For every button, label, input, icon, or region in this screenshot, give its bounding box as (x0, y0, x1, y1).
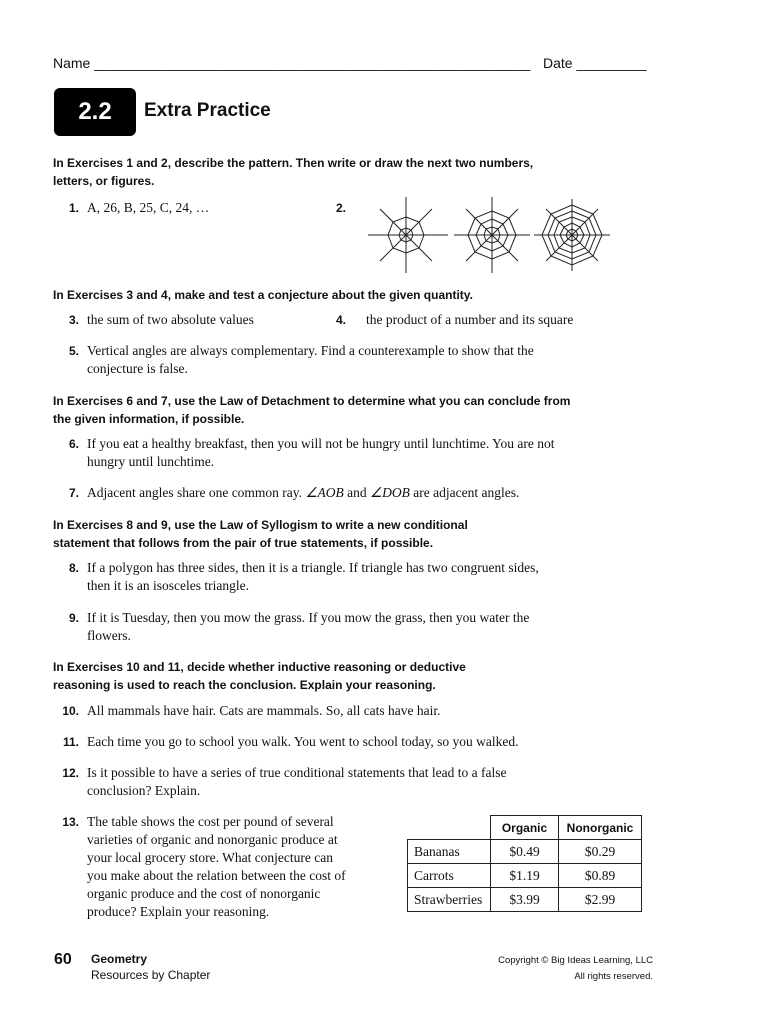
instructions-10-11: In Exercises 10 and 11, decide whether inductive reasoning or deductive reasoning is used to reach the conclusion. Explain your reasoning. (53, 660, 466, 692)
exercise-text: If you eat a healthy breakfast, then you will not be hungry until lunchtime. You are not hungry until lunchtime. (87, 436, 555, 469)
column-header-nonorganic: Nonorganic (559, 816, 642, 840)
exercise-number: 5. (68, 344, 79, 358)
exercise-8 (53, 559, 543, 595)
organic-price: $3.99 (491, 888, 559, 912)
produce-price-table (407, 815, 642, 912)
instructions-3-4: In Exercises 3 and 4, make and test a conjecture about the given quantity. (53, 288, 473, 302)
exercise-text: If a polygon has three sides, then it is a triangle. If triangle has two congruent sides, then it is an isosceles triangle. (87, 560, 539, 593)
nonorganic-price: $0.29 (559, 840, 642, 864)
exercise-12 (53, 764, 553, 800)
web-figure-3 (534, 199, 610, 271)
exercise-13 (53, 813, 353, 921)
table-row (408, 864, 642, 888)
name-line (53, 55, 530, 71)
exercise-number: 1. (68, 201, 79, 215)
exercise-1 (53, 199, 333, 217)
instructions-8-9: In Exercises 8 and 9, use the Law of Syllogism to write a new conditional statement that follows from the pair of true statements, if possible. (53, 518, 468, 550)
exercise-text (87, 484, 593, 502)
exercise-number: 12. (62, 766, 79, 780)
exercise-3 (53, 311, 333, 329)
page-title: Extra Practice (144, 100, 271, 121)
and-word: and (347, 485, 367, 500)
row-item: Bananas (408, 840, 491, 864)
rights-text: All rights reserved. (574, 971, 653, 982)
book-subtitle: Resources by Chapter (91, 968, 211, 982)
page-number: 60 (54, 951, 72, 968)
nonorganic-price: $0.89 (559, 864, 642, 888)
name-label: Name (53, 55, 91, 71)
exercise-10 (53, 702, 593, 720)
exercise-9 (53, 609, 543, 645)
table-corner-cell (408, 816, 491, 840)
exercise-text: the product of a number and its square (366, 312, 574, 327)
date-blank: _________ (576, 55, 647, 71)
exercise-number: 6. (68, 437, 79, 451)
nonorganic-price: $2.99 (559, 888, 642, 912)
organic-price: $0.49 (491, 840, 559, 864)
instructions-6-7: In Exercises 6 and 7, use the Law of Detachment to determine what you can conclude from the given information, if possible. (53, 394, 571, 426)
copyright-text: Copyright © Big Ideas Learning, LLC (498, 955, 653, 966)
exercise-7 (53, 484, 593, 502)
exercise-5 (53, 342, 563, 378)
exercise-number: 9. (68, 611, 79, 625)
column-header-organic: Organic (491, 816, 559, 840)
exercise-text-b: are adjacent angles. (413, 485, 520, 500)
date-line (543, 55, 647, 71)
book-info (91, 951, 210, 983)
name-blank: ________________________________________________________ (94, 55, 531, 71)
table-header-row (408, 816, 642, 840)
exercise-4 (320, 311, 610, 329)
table-row (408, 888, 642, 912)
copyright-block (498, 953, 653, 985)
exercise-number: 10. (62, 704, 79, 718)
exercise-text: Is it possible to have a series of true conditional statements that lead to a false conclusion? Explain. (87, 765, 507, 798)
exercise-number: 11. (62, 735, 79, 749)
row-item: Strawberries (408, 888, 491, 912)
exercise-number: 4. (335, 313, 346, 327)
exercise-number: 3. (68, 313, 79, 327)
exercise-text: the sum of two absolute values (87, 312, 254, 327)
spider-web-figures (368, 197, 618, 273)
row-item: Carrots (408, 864, 491, 888)
exercise-11 (53, 733, 593, 751)
exercise-number: 13. (62, 815, 79, 829)
date-label: Date (543, 55, 573, 71)
exercise-text: Vertical angles are always complementary. Find a counterexample to show that the conjecture is false. (87, 343, 534, 376)
table-row (408, 840, 642, 864)
web-figure-1 (368, 197, 448, 273)
exercise-text: A, 26, B, 25, C, 24, … (87, 200, 210, 215)
web-figure-2 (454, 197, 530, 273)
exercise-number: 7. (68, 486, 79, 500)
exercise-number: 2. (335, 201, 346, 215)
exercise-number: 8. (68, 561, 79, 575)
angle-dob: ∠DOB (370, 485, 410, 500)
exercise-6 (53, 435, 563, 471)
section-badge: 2.2 (54, 88, 136, 136)
organic-price: $1.19 (491, 864, 559, 888)
exercise-text: If it is Tuesday, then you mow the grass. If you mow the grass, then you water the flowers. (87, 610, 530, 643)
angle-aob: ∠AOB (305, 485, 344, 500)
exercise-text-a: Adjacent angles share one common ray. (87, 485, 303, 500)
book-title: Geometry (91, 952, 148, 966)
exercise-text: Each time you go to school you walk. You went to school today, so you walked. (87, 734, 519, 749)
exercise-text: All mammals have hair. Cats are mammals. So, all cats have hair. (87, 703, 441, 718)
instructions-1-2: In Exercises 1 and 2, describe the pattern. Then write or draw the next two numbers, letters, or figures. (53, 156, 534, 188)
exercise-text: The table shows the cost per pound of several varieties of organic and nonorganic produce at your local grocery store. What conjecture can you make about the relation between the cost of organic produce and the cost of nonorganic produce? Explain your reasoning. (87, 814, 346, 919)
